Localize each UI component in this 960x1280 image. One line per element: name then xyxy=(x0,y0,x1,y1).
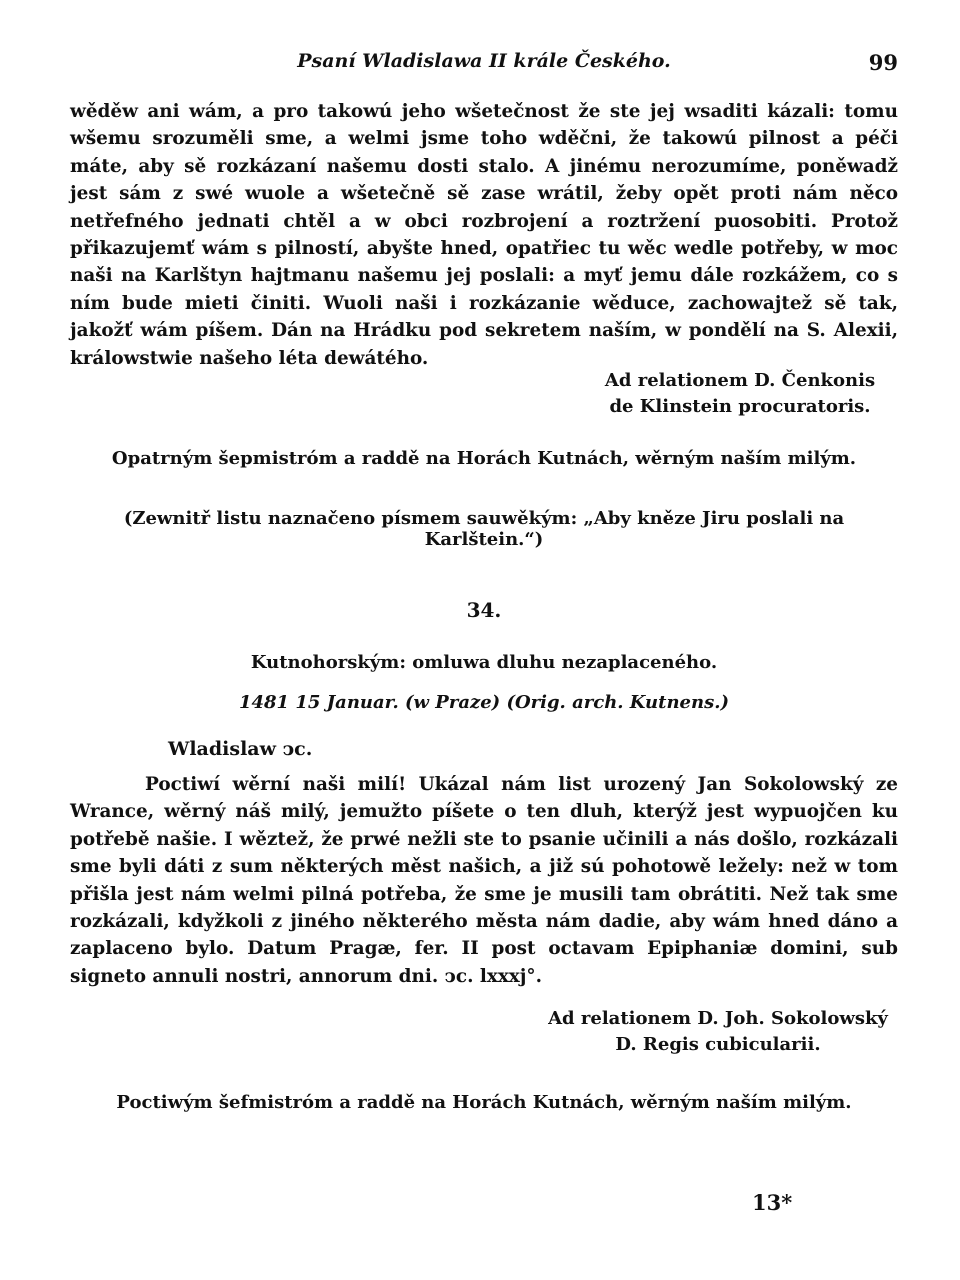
letter-33-body: wěděw ani wám, a pro takowú jeho wšetečnost že ste jej wsaditi kázali: tomu wšemu srozuměli sme, a welmi jsme toho wděčni, že takowú pilnost a péči máte, aby sě rozkázaní našemu dosti stalo. A jinému nerozumíme, poněwadž jest sám z swé wuole a wšetečně sě zase wrátil, žeby opět proti nám něco netřefného jednati chtěl a w obci rozbrojení a roztržení puosobiti. Protož přikazujemť wám s pilností, abyšte hned, opatřiec tu wěc wedle potřeby, w moc naši na Karlštyn hajtmanu našemu jej poslali: a myť jemu dále rozkážem, co s ním bude mieti činiti. Wuoli naši i rozkázanie wěduce, zachowajtež sě tak, jakožť wám píšem. Dán na Hrádku pod sekretem naším, w pondělí na S. Alexii, králowstwie našeho léta dewátého. xyxy=(70,101,898,369)
page-number: 99 xyxy=(868,50,898,75)
letter-34-address: Poctiwým šefmistróm a raddě na Horách Kutnách, wěrným naším milým. xyxy=(116,1092,852,1113)
letter-33-address: Opatrným šepmistróm a raddě na Horách Kutnách, wěrným naším milým. xyxy=(111,448,857,469)
running-title: Psaní Wladislawa II krále Českého. xyxy=(297,50,671,72)
relation-line: Ad relationem D. Čenkonis xyxy=(604,370,876,391)
letter-34-relation xyxy=(548,1006,888,1058)
document-number: 34. xyxy=(466,598,502,622)
relation-line: Ad relationem D. Joh. Sokolowský xyxy=(548,1008,888,1029)
page-header xyxy=(70,48,898,78)
signature-mark: 13* xyxy=(752,1190,793,1215)
letter-33-relation xyxy=(590,368,890,420)
document-title: Kutnohorským: omluwa dluhu nezaplaceného. xyxy=(250,652,718,673)
relation-line: de Klinstein procuratoris. xyxy=(609,396,871,417)
letter-34-salutation: Wladislaw ↄc. xyxy=(168,738,313,760)
relation-line: D. Regis cubicularii. xyxy=(615,1034,821,1055)
document-dateline: 1481 15 Januar. (w Praze) (Orig. arch. Kutnens.) xyxy=(238,692,730,713)
letter-33-note: (Zewnitř listu naznačeno písmem sauwěkým: „Aby kněze Jiru poslali na Karlštein.“) xyxy=(123,508,845,550)
letter-34-body: Poctiwí wěrní naši milí! Ukázal nám list urozený Jan Sokolowský ze Wrance, wěrný náš milý, jemužto píšete o ten dluh, kterýž jest wypuojčen ku potřebě našie. I wěztež, že prwé nežli ste to psanie učinili a nás došlo, rozkázali sme byli dáti z sum některých měst našich, a již sú pohotowě ležely: než w tom přišla jest nám welmi pilná potřeba, že sme je musili tam obrátiti. Než tak sme rozkázali, kdyžkoli z jiného některého města nám dadie, aby wám hned dáno a zaplaceno bylo. Datum Pragæ, fer. II post octavam Epiphaniæ domini, sub signeto annuli nostri, annorum dni. ↄc. lxxxj°. xyxy=(70,774,898,987)
